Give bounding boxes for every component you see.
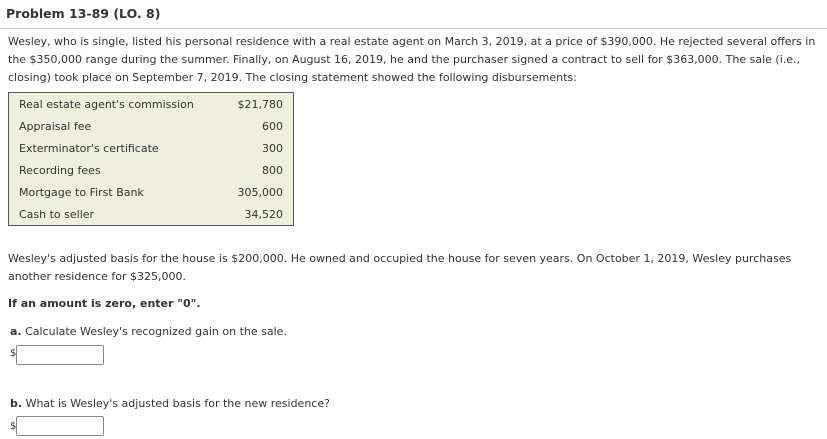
table-row (9, 204, 293, 226)
disbursement-label: Real estate agent's commission (19, 98, 194, 111)
disbursement-value: 800 (262, 164, 283, 177)
question-b-letter: b. (10, 397, 23, 410)
disbursement-label: Appraisal fee (19, 120, 92, 133)
table-row (9, 94, 293, 116)
disbursement-label: Cash to seller (19, 208, 95, 221)
disbursement-value: $21,780 (237, 98, 283, 111)
question-a-text: Calculate Wesley's recognized gain on the sale. (25, 325, 287, 338)
disbursement-value: 300 (262, 142, 283, 155)
table-row (9, 138, 293, 160)
disbursement-value: 34,520 (244, 208, 283, 221)
question-a (10, 325, 287, 338)
table-row (9, 160, 293, 182)
question-a-letter: a. (10, 325, 22, 338)
disbursement-value: 600 (262, 120, 283, 133)
new-residence-basis-input[interactable] (16, 416, 104, 436)
disbursement-value: 305,000 (237, 186, 283, 199)
currency-symbol: $ (10, 421, 17, 432)
intro-paragraph: Wesley, who is single, listed his personal residence with a real estate agent on March 3, 2019, at a price of $390,000. He rejected several offers in the $350,000 range during the summer. Finally, on August 16, 2019, he and the purchaser signed a contract to sell for $363,000. The sale (i.e., closing) took place on September 7, 2019. The closing statement showed the following disbursements: (8, 35, 816, 84)
zero-instruction: If an amount is zero, enter "0". (8, 297, 201, 310)
currency-symbol: $ (10, 348, 17, 359)
disbursement-label: Mortgage to First Bank (19, 186, 144, 199)
disbursements-table (8, 92, 294, 226)
problem-title: Problem 13-89 (LO. 8) (6, 6, 161, 21)
table-row (9, 182, 293, 204)
question-b (10, 397, 330, 410)
basis-paragraph: Wesley's adjusted basis for the house is $200,000. He owned and occupied the house for seven years. On October 1, 2019, Wesley purchases another residence for $325,000. (8, 252, 792, 283)
title-divider (0, 28, 827, 29)
table-row (9, 116, 293, 138)
question-b-text: What is Wesley's adjusted basis for the new residence? (25, 397, 330, 410)
recognized-gain-input[interactable] (16, 345, 104, 365)
disbursement-label: Exterminator's certificate (19, 142, 159, 155)
disbursement-label: Recording fees (19, 164, 101, 177)
